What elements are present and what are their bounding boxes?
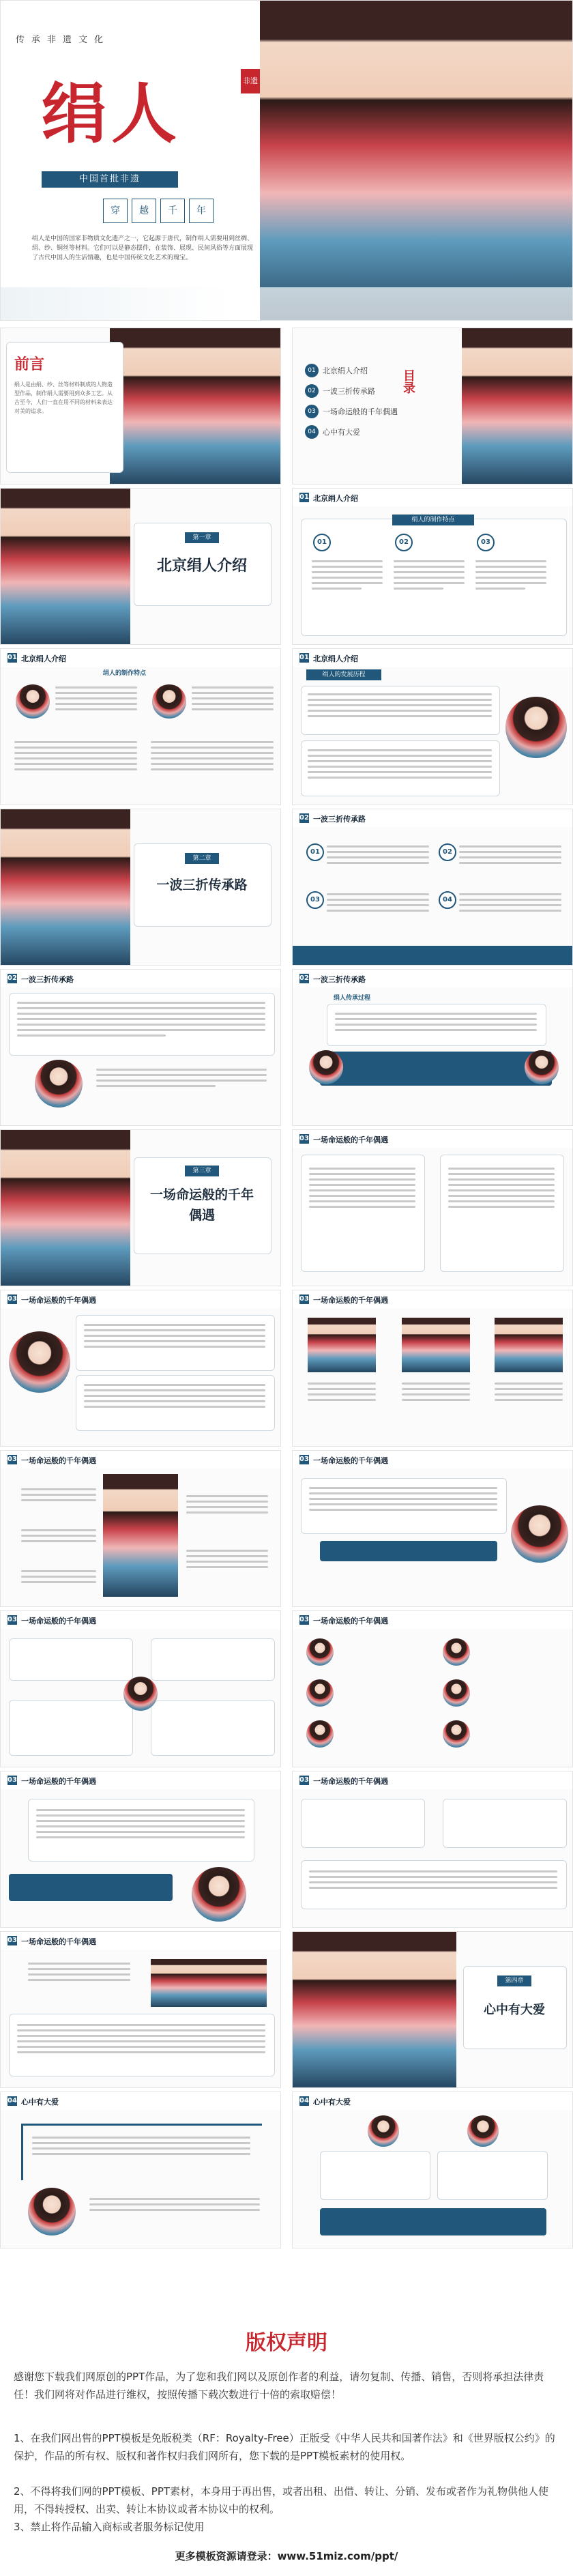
inherit-subhead: 绢人传承过程 bbox=[334, 995, 371, 1002]
header-number: 03 bbox=[8, 1616, 17, 1623]
header-number: 04 bbox=[299, 2097, 309, 2104]
history-subhead: 绢人的发展历程 bbox=[306, 669, 381, 680]
preface-slide bbox=[0, 328, 281, 484]
doll-portrait bbox=[443, 1638, 470, 1666]
doll-portrait bbox=[467, 2115, 499, 2147]
preface-doll-image bbox=[110, 328, 281, 484]
cover-description: 绢人是中国的国家非物质文化遗产之一，它起源于唐代，制作绢人需要用到丝绸、绢、纱、铜丝等材料。它们可以是静态摆件，在装饰、展现、民间风俗等方面展现了古代中国人的生活情趣，也是中国传统文化艺术的瑰宝。 bbox=[32, 235, 254, 261]
slide-header bbox=[1, 1611, 280, 1629]
doll-portrait bbox=[28, 2188, 76, 2235]
intro-slide-3 bbox=[292, 648, 573, 805]
header-title: 一波三折传承路 bbox=[21, 975, 74, 984]
header-number: 03 bbox=[8, 1295, 17, 1303]
header-title: 北京绢人介绍 bbox=[21, 654, 66, 663]
point-number: 03 bbox=[306, 891, 324, 909]
slide-header bbox=[1, 1290, 280, 1308]
section-tag: 第二章 bbox=[185, 853, 219, 864]
header-title: 一场命运般的千年偶遇 bbox=[313, 1456, 388, 1465]
doll-portrait bbox=[192, 1867, 246, 1922]
text-block bbox=[186, 1492, 268, 1517]
toc-item-number: 04 bbox=[305, 425, 319, 439]
doll-portrait bbox=[368, 2115, 399, 2147]
text-block bbox=[327, 890, 429, 915]
header-number: 01 bbox=[299, 493, 309, 501]
text-block bbox=[309, 1164, 415, 1211]
doll-portrait bbox=[35, 1060, 83, 1108]
text-block bbox=[308, 690, 492, 721]
toc-item[interactable] bbox=[305, 425, 398, 439]
section-doll-image bbox=[1, 1130, 130, 1286]
header-title: 北京绢人介绍 bbox=[313, 494, 358, 503]
cover-subtitle: 中国首批非遗 bbox=[42, 171, 178, 188]
header-title: 一场命运般的千年偶遇 bbox=[21, 1296, 96, 1305]
toc-item-number: 01 bbox=[305, 364, 319, 377]
copyright-item: 1、在我们网出售的PPT模板是免版税类（RF：Royalty-Free）正版受《中华人民共和国著作法》和《世界版权公约》的保护，作品的所有权、版权和著作权归我们网所有，您下载的是PPT模板素材的使用权。 bbox=[14, 2432, 555, 2462]
text-block bbox=[448, 1164, 555, 1211]
section-doll-image bbox=[1, 489, 130, 645]
intro-subhead: 绢人的制作特点 bbox=[392, 515, 474, 525]
header-number: 02 bbox=[299, 974, 309, 982]
toc-item-number: 03 bbox=[305, 405, 319, 418]
point-text bbox=[394, 557, 465, 593]
doll-portrait bbox=[511, 1505, 568, 1563]
section-doll-image bbox=[1, 809, 130, 966]
love-slide-1 bbox=[0, 2092, 281, 2248]
toc-list bbox=[305, 364, 398, 439]
cover-corner-pattern bbox=[1, 287, 573, 321]
section-title: 心中有大爱 bbox=[484, 2003, 545, 2017]
slide-header bbox=[1, 1451, 280, 1468]
text-block bbox=[84, 1380, 265, 1411]
slide-header bbox=[293, 1611, 572, 1629]
doll-portrait bbox=[525, 1050, 559, 1084]
text-block bbox=[327, 842, 429, 867]
encounter-slide-3 bbox=[292, 1290, 573, 1447]
cover-badge: 越 bbox=[132, 199, 156, 223]
inherit-slide-2 bbox=[0, 969, 281, 1126]
copyright-intro: 感谢您下载我们网原创的PPT作品，为了您和我们网以及原创作者的利益，请勿复制、传播、销售，否则将承担法律责任！我们网将对作品进行维权，按照传播下载次数进行十倍的索取赔偿！ bbox=[14, 2371, 544, 2401]
doll-portrait bbox=[123, 1677, 158, 1711]
text-block bbox=[28, 1959, 130, 1984]
header-title: 一场命运般的千年偶遇 bbox=[21, 1937, 96, 1946]
text-block bbox=[186, 1546, 268, 1572]
doll-portrait bbox=[16, 684, 50, 719]
text-card bbox=[151, 1700, 275, 1756]
section-doll-image bbox=[293, 1932, 456, 2088]
quote-band bbox=[9, 1874, 173, 1901]
text-block bbox=[55, 683, 137, 714]
text-card bbox=[320, 2151, 430, 2200]
copyright-title: 版权声明 bbox=[246, 2331, 327, 2355]
encounter-slide-5 bbox=[292, 1450, 573, 1607]
section-1-slide bbox=[0, 488, 281, 645]
preface-text: 绢人是由绢、纱、丝等材料制成的人物造型作品，制作绢人需要用到众多工艺。从古至今，人们一直在用不同的材料来表达对美的追求。 bbox=[14, 381, 113, 414]
toc-item[interactable] bbox=[305, 405, 398, 418]
quote-band bbox=[320, 1052, 552, 1086]
toc-slide bbox=[292, 328, 573, 484]
slide-header bbox=[293, 1451, 572, 1468]
slide-header bbox=[293, 649, 572, 667]
doll-portrait bbox=[309, 1050, 343, 1084]
encounter-slide-1 bbox=[292, 1129, 573, 1286]
text-card bbox=[9, 1638, 133, 1681]
cover-badge: 千 bbox=[160, 199, 185, 223]
text-block bbox=[402, 1379, 470, 1404]
header-number: 03 bbox=[299, 1135, 309, 1142]
slide-header bbox=[1, 1932, 280, 1950]
copyright-section bbox=[0, 2320, 573, 2576]
doll-portrait bbox=[443, 1679, 470, 1707]
copyright-item: 2、不得将我们网的PPT模板、PPT素材，本身用于再出售，或者出租、出借、转让、分销、发布或者作为礼物供他人使用，不得转授权、出卖、转让本协议或者本协议中的权利。 bbox=[14, 2485, 549, 2515]
doll-portrait bbox=[505, 697, 567, 758]
header-number: 03 bbox=[299, 1616, 309, 1623]
text-block bbox=[308, 1379, 376, 1404]
cover-badges bbox=[103, 199, 214, 223]
toc-item-label: 一场命运般的千年偶遇 bbox=[323, 407, 398, 416]
slide-header bbox=[1, 970, 280, 987]
intro-slide-2 bbox=[0, 648, 281, 805]
copyright-footer[interactable]: 更多模板资源请登录：www.51miz.com/ppt/ bbox=[175, 2550, 398, 2562]
copyright-item: 3、禁止将作品输入商标或者服务标记使用 bbox=[14, 2521, 205, 2533]
cover-badge: 年 bbox=[189, 199, 214, 223]
point-text bbox=[475, 557, 546, 593]
header-number: 03 bbox=[8, 1456, 17, 1463]
bottom-band bbox=[320, 2208, 546, 2235]
toc-label: 目录 bbox=[401, 369, 415, 394]
encounter-slide-10 bbox=[0, 1931, 281, 2088]
section-title: 北京绢人介绍 bbox=[156, 557, 247, 575]
header-title: 一场命运般的千年偶遇 bbox=[21, 1456, 96, 1465]
slide-header bbox=[293, 970, 572, 987]
slide-header bbox=[293, 1130, 572, 1148]
doll-photo bbox=[103, 1474, 178, 1597]
section-4-slide bbox=[292, 1931, 573, 2088]
doll-portrait bbox=[306, 1679, 334, 1707]
love-slide-2 bbox=[292, 2092, 573, 2248]
cover-title: 绢人 bbox=[42, 75, 181, 152]
text-block bbox=[14, 738, 137, 774]
inherit-slide-1 bbox=[292, 809, 573, 966]
header-number: 02 bbox=[8, 974, 17, 982]
slide-header bbox=[1, 1771, 280, 1789]
header-title: 一场命运般的千年偶遇 bbox=[21, 1777, 96, 1786]
toc-item-label: 北京绢人介绍 bbox=[323, 366, 368, 375]
encounter-slide-2 bbox=[0, 1290, 281, 1447]
header-number: 01 bbox=[299, 654, 309, 661]
section-title: 一波三折传承路 bbox=[156, 878, 248, 893]
header-number: 03 bbox=[299, 1295, 309, 1303]
encounter-slide-4 bbox=[0, 1450, 281, 1607]
header-number: 03 bbox=[299, 1456, 309, 1463]
slide-header bbox=[293, 1290, 572, 1308]
toc-item[interactable] bbox=[305, 384, 398, 398]
point-number: 02 bbox=[439, 843, 456, 861]
section-2-slide bbox=[0, 809, 281, 966]
toc-item-label: 心中有大爱 bbox=[323, 428, 360, 437]
section-tag: 第一章 bbox=[185, 532, 219, 543]
encounter-slide-9 bbox=[292, 1771, 573, 1928]
text-block bbox=[309, 1484, 497, 1514]
header-number: 01 bbox=[8, 654, 17, 661]
slide-header bbox=[1, 649, 280, 667]
point-number: 03 bbox=[477, 534, 495, 551]
quote-band bbox=[320, 1541, 497, 1561]
text-block bbox=[335, 1009, 537, 1034]
doll-portrait bbox=[306, 1638, 334, 1666]
doll-portrait bbox=[9, 1331, 70, 1393]
header-title: 一波三折传承路 bbox=[313, 975, 366, 984]
point-number: 01 bbox=[306, 843, 324, 861]
header-number: 02 bbox=[299, 814, 309, 822]
header-title: 心中有大爱 bbox=[21, 2098, 59, 2107]
text-block bbox=[309, 1867, 557, 1892]
text-block bbox=[17, 2021, 265, 2057]
text-block bbox=[21, 1567, 96, 1587]
toc-doll-image bbox=[462, 328, 573, 484]
header-number: 04 bbox=[8, 2097, 17, 2104]
slide-header bbox=[1, 2092, 280, 2110]
intro-slide-1 bbox=[292, 488, 573, 645]
cover-seal: 非遗 bbox=[241, 69, 260, 93]
toc-item[interactable] bbox=[305, 364, 398, 377]
header-number: 03 bbox=[8, 1776, 17, 1784]
slide-header bbox=[293, 809, 572, 827]
header-title: 一场命运般的千年偶遇 bbox=[313, 1777, 388, 1786]
header-title: 北京绢人介绍 bbox=[313, 654, 358, 663]
point-number: 04 bbox=[439, 891, 456, 909]
text-block bbox=[459, 890, 561, 915]
header-title: 一场命运般的千年偶遇 bbox=[313, 1296, 388, 1305]
point-number: 02 bbox=[395, 534, 413, 551]
doll-photo bbox=[308, 1318, 376, 1372]
section-3-slide bbox=[0, 1129, 281, 1286]
slide-header bbox=[293, 2092, 572, 2110]
section-tag: 第四章 bbox=[497, 1976, 531, 1986]
text-card bbox=[9, 1700, 133, 1756]
text-card bbox=[301, 1799, 425, 1848]
encounter-slide-6 bbox=[0, 1610, 281, 1767]
text-block bbox=[151, 738, 274, 774]
text-block bbox=[21, 1526, 96, 1546]
text-block bbox=[84, 1320, 265, 1351]
bottom-bar bbox=[293, 946, 573, 965]
text-block bbox=[495, 1379, 563, 1404]
encounter-slide-8 bbox=[0, 1771, 281, 1928]
encounter-slide-7 bbox=[292, 1610, 573, 1767]
cover-doll-image bbox=[260, 1, 573, 321]
doll-photo bbox=[495, 1318, 563, 1372]
doll-photo bbox=[151, 1959, 267, 2007]
header-number: 03 bbox=[299, 1776, 309, 1784]
header-title: 一场命运般的千年偶遇 bbox=[313, 1135, 388, 1144]
slide-header bbox=[293, 1771, 572, 1789]
cover-badge: 穿 bbox=[103, 199, 128, 223]
text-block bbox=[17, 998, 265, 1040]
doll-photo bbox=[402, 1318, 470, 1372]
cover-tagline: 传承非遗文化 bbox=[16, 35, 111, 45]
toc-item-label: 一波三折传承路 bbox=[323, 387, 375, 396]
text-block bbox=[96, 1065, 267, 1090]
text-card bbox=[443, 1799, 567, 1848]
intro-subhead: 绢人的制作特点 bbox=[103, 670, 147, 677]
header-title: 一场命运般的千年偶遇 bbox=[313, 1617, 388, 1625]
doll-portrait bbox=[152, 684, 186, 719]
doll-portrait bbox=[306, 1720, 334, 1748]
point-number: 01 bbox=[313, 534, 331, 551]
cover-slide bbox=[0, 0, 573, 321]
inherit-slide-3 bbox=[292, 969, 573, 1126]
header-title: 心中有大爱 bbox=[313, 2098, 351, 2107]
header-title: 一波三折传承路 bbox=[313, 815, 366, 824]
text-block bbox=[459, 842, 561, 867]
text-block bbox=[192, 683, 274, 714]
text-card bbox=[437, 2151, 548, 2200]
header-number: 03 bbox=[8, 1937, 17, 1944]
toc-item-number: 02 bbox=[305, 384, 319, 398]
text-block bbox=[36, 1806, 245, 1842]
section-tag: 第三章 bbox=[185, 1166, 219, 1176]
section-title: 一场命运般的千年偶遇 bbox=[149, 1187, 254, 1223]
doll-portrait bbox=[443, 1720, 470, 1748]
preface-title: 前言 bbox=[14, 356, 45, 373]
text-block bbox=[89, 2195, 260, 2214]
point-text bbox=[312, 557, 383, 593]
text-block bbox=[308, 746, 492, 782]
header-title: 一场命运般的千年偶遇 bbox=[21, 1617, 96, 1625]
text-block bbox=[21, 1485, 96, 1505]
text-block bbox=[32, 2133, 250, 2158]
slide-header bbox=[293, 489, 572, 506]
text-card bbox=[151, 1638, 275, 1681]
